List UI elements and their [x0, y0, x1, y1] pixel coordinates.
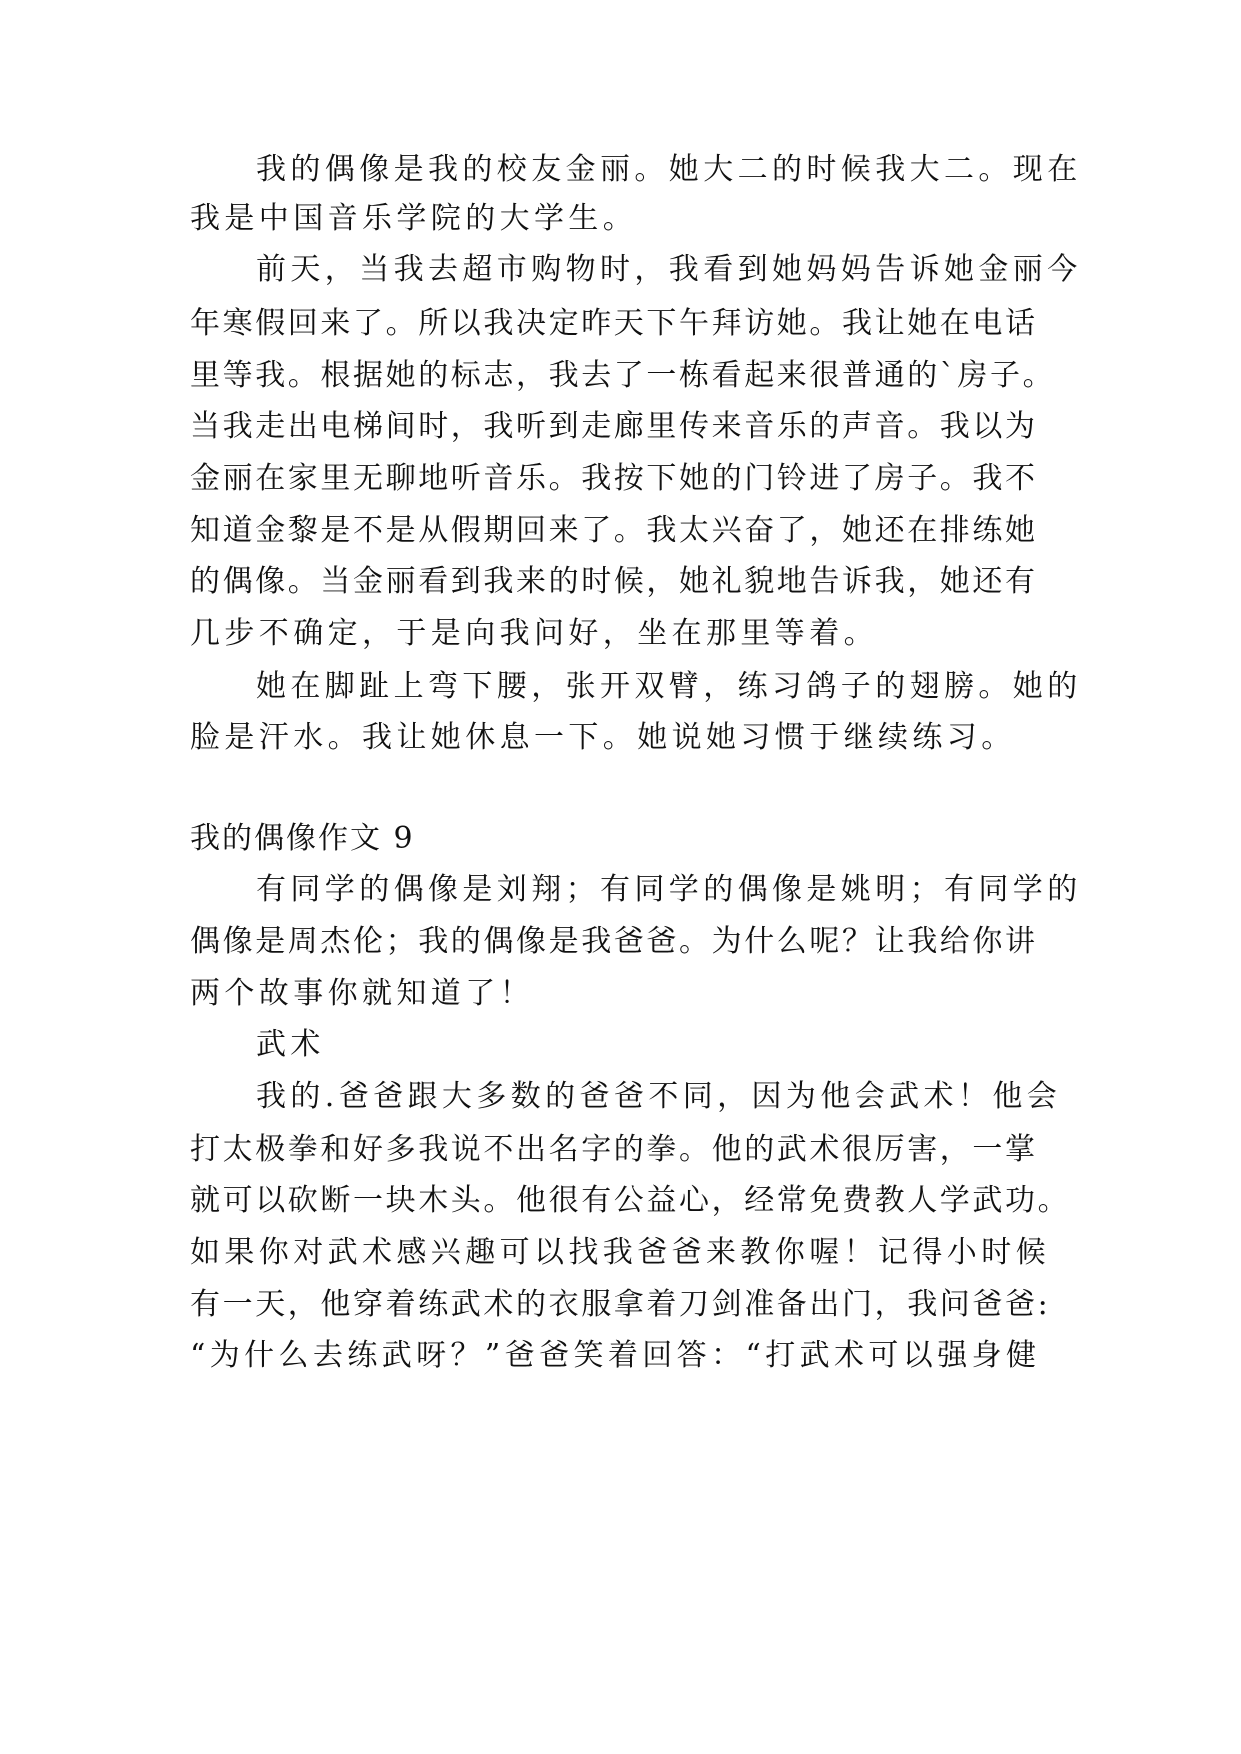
- paragraph-line: 的偶像。当金丽看到我来的时候，她礼貌地告诉我，她还有: [190, 564, 1038, 599]
- paragraph-line: 前天，当我去超市购物时，我看到她妈妈告诉她金丽今: [256, 252, 1082, 287]
- paragraph-line: 有同学的偶像是刘翔；有同学的偶像是姚明；有同学的: [256, 872, 1082, 907]
- paragraph-line: 两个故事你就知道了！: [190, 976, 534, 1011]
- paragraph-line: 如果你对武术感兴趣可以找我爸爸来教你喔！记得小时候: [190, 1235, 1050, 1270]
- paragraph-line: 偶像是周杰伦；我的偶像是我爸爸。为什么呢？让我给你讲: [190, 924, 1038, 959]
- paragraph-line: 当我走出电梯间时，我听到走廊里传来音乐的声音。我以为: [190, 409, 1038, 444]
- paragraph-line: 里等我。根据她的标志，我去了一栋看起来很普通的`房子。: [190, 358, 1056, 393]
- paragraph-line: 打太极拳和好多我说不出名字的拳。他的武术很厉害，一掌: [190, 1132, 1038, 1167]
- paragraph-line: 她在脚趾上弯下腰，张开双臂，练习鸽子的翅膀。她的: [256, 669, 1082, 704]
- paragraph-line: 我的偶像是我的校友金丽。她大二的时候我大二。现在: [256, 152, 1082, 187]
- paragraph-line: 脸是汗水。我让她休息一下。她说她习惯于继续练习。: [190, 720, 1016, 755]
- subheading: 武术: [256, 1027, 325, 1062]
- paragraph-line: 知道金黎是不是从假期回来了。我太兴奋了，她还在排练她: [190, 513, 1038, 548]
- paragraph-line: 几步不确定，于是向我问好，坐在那里等着。: [190, 616, 878, 651]
- paragraph-line: “为什么去练武呀？”爸爸笑着回答：“打武术可以强身健: [190, 1338, 1041, 1373]
- paragraph-line: 年寒假回来了。所以我决定昨天下午拜访她。我让她在电话: [190, 306, 1038, 341]
- section-heading: 我的偶像作文 9: [190, 821, 415, 856]
- paragraph-line: 我是中国音乐学院的大学生。: [190, 201, 638, 236]
- paragraph-line: 我的.爸爸跟大多数的爸爸不同，因为他会武术！他会: [256, 1079, 1062, 1114]
- paragraph-line: 就可以砍断一块木头。他很有公益心，经常免费教人学武功。: [190, 1183, 1071, 1218]
- paragraph-line: 金丽在家里无聊地听音乐。我按下她的门铃进了房子。我不: [190, 461, 1038, 496]
- paragraph-line: 有一天，他穿着练武术的衣服拿着刀剑准备出门，我问爸爸:: [190, 1287, 1051, 1322]
